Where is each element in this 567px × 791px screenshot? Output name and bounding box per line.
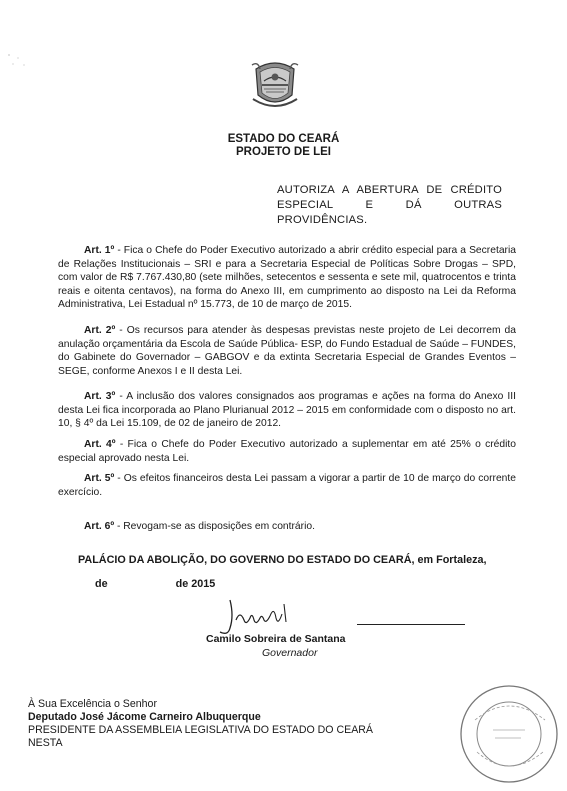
signature-line <box>357 624 465 625</box>
article-label: Art. 6º <box>84 521 115 532</box>
article-label: Art. 2º <box>84 325 116 336</box>
closing-formula: PALÁCIO DA ABOLIÇÃO, DO GOVERNO DO ESTADO DO CEARÁ, em Fortaleza, <box>78 554 487 566</box>
article-label: Art. 1º <box>84 245 115 256</box>
article-text: - A inclusão dos valores consignados aos programas e ações na forma do Anexo III desta Lei fica incorporada ao Plano Plurianual 2012 – 2015 em conformidade com o disposto no art. 10, § 4º da Lei 15.109, de 02 de janeiro de 2012. <box>58 391 516 430</box>
signatory-title: Governador <box>262 647 318 659</box>
article-label: Art. 3º <box>84 391 116 402</box>
article-text: - Os efeitos financeiros desta Lei passam a vigorar a partir de 10 de março do corrente exercício. <box>58 473 516 498</box>
reception-stamp <box>455 680 563 788</box>
date-month-year: de 2015 <box>175 578 216 590</box>
signatory-name: Camilo Sobreira de Santana <box>206 633 346 645</box>
article-2 <box>58 324 516 378</box>
address-recipient: Deputado José Jácome Carneiro Albuquerque <box>28 711 261 723</box>
article-6 <box>58 520 516 534</box>
state-heading: ESTADO DO CEARÁ <box>227 133 340 145</box>
document-type-heading: PROJETO DE LEI <box>235 146 331 158</box>
scan-specks <box>4 50 34 80</box>
address-salutation: À Sua Excelência o Senhor <box>28 698 157 710</box>
bill-summary: AUTORIZA A ABERTURA DE CRÉDITO ESPECIAL E DÁ OUTRAS PROVIDÊNCIAS. <box>277 184 502 226</box>
article-text: - Fica o Chefe do Poder Executivo autorizado a abrir crédito especial para a Secretaria de Relações Institucionais – SRI e para a Secretaria Especial de Políticas Sobre Drogas – SPD, com valor de R$ 7.767.430,80 (sete milhões, setecentos e sessenta e sete mil, quatrocentos e trinta reais e oitenta centavos), na forma do Anexo III, em cumprimento ao disposto na Lei da Reforma Administrativa, Lei Estadual nº 15.773, de 10 de março de 2015. <box>58 245 516 311</box>
article-text: - Fica o Chefe do Poder Executivo autorizado a suplementar em até 25% o crédito especial aprovado nesta Lei. <box>58 439 516 464</box>
address-location: NESTA <box>28 737 63 749</box>
article-text: - Revogam-se as disposições em contrário. <box>114 521 315 532</box>
article-3 <box>58 390 516 431</box>
article-5 <box>58 472 516 499</box>
article-label: Art. 5º <box>84 473 115 484</box>
article-4 <box>58 438 516 465</box>
article-label: Art. 4º <box>84 439 116 450</box>
article-text: - Os recursos para atender às despesas previstas neste projeto de Lei decorrem da anulação orçamentária da Escola de Saúde Pública- ESP, do Fundo Estadual de Saúde – FUNDES, do Gabinete do Governador – GABGOV e da extinta Secretaria Especial de Grandes Eventos – SEGE, conforme Anexos I e II desta Lei. <box>58 325 516 377</box>
date-day-prefix: de <box>95 578 108 590</box>
date-line <box>95 578 215 590</box>
address-position: PRESIDENTE DA ASSEMBLEIA LEGISLATIVA DO ESTADO DO CEARÁ <box>28 724 373 736</box>
article-1 <box>58 244 516 312</box>
state-coat-of-arms <box>250 55 300 111</box>
